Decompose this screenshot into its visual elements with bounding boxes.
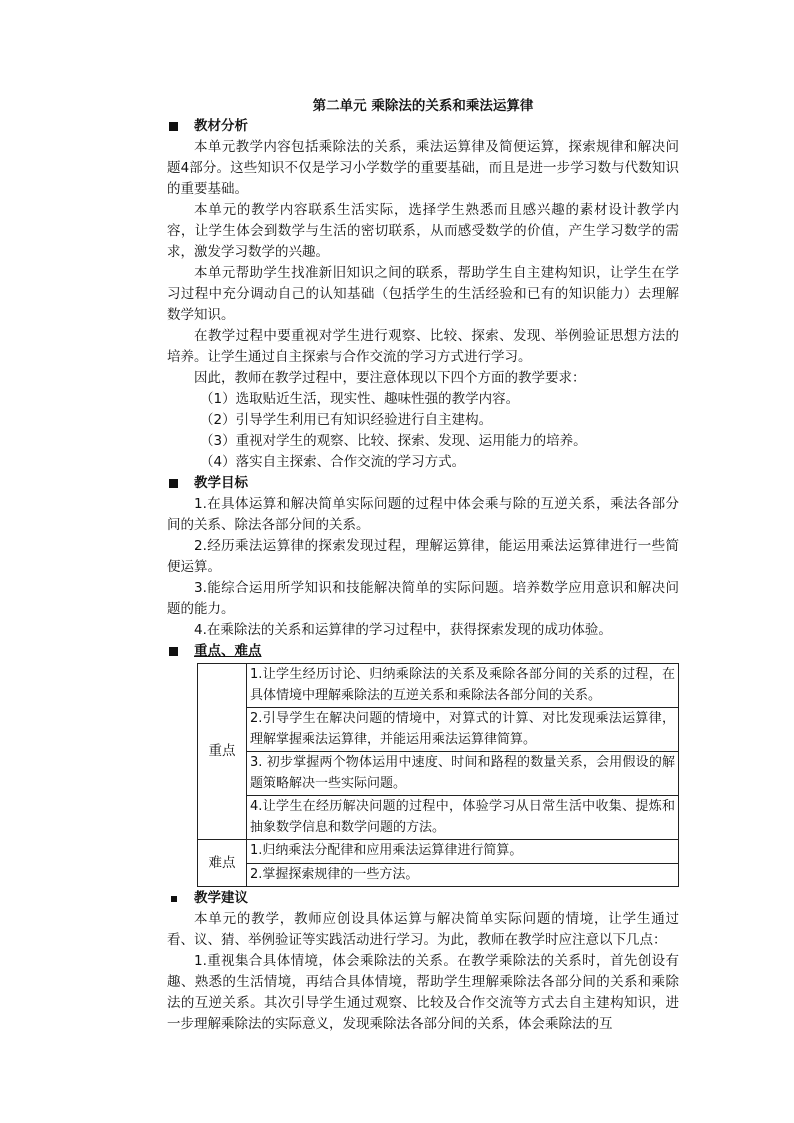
section-heading-goals <box>167 473 679 494</box>
section-heading-text: 教材分析 <box>194 118 248 134</box>
paragraph: 4.在乘除法的关系和运算律的学习过程中，获得探索发现的成功体验。 <box>194 622 612 638</box>
list-item: （2）引导学生利用已有知识经验进行自主建构。 <box>200 412 493 428</box>
square-bullet-icon <box>171 896 177 902</box>
section-heading-analysis <box>167 116 679 137</box>
paragraph: 在教学过程中要重视对学生进行观察、比较、探索、发现、举例验证思想方法的培养。让学生通过自主探索与合作交流的学习方式进行学习。 <box>167 328 679 365</box>
table-row <box>198 863 679 887</box>
section-heading-key-points <box>167 641 679 662</box>
table-cell: 2.引导学生在解决问题的情境中，对算式的计算、对比发现乘法运算律，理解掌握乘法运算律，并能运用乘法运算律简算。 <box>247 708 679 752</box>
paragraph: 1.重视集合具体情境，体会乘除法的关系。在教学乘除法的关系时，首先创设有趣、熟悉的生活情境，再结合具体情境，帮助学生理解乘除法各部分间的关系和乘除法的互逆关系。其次引导学生通过观察、比较及合作交流等方式去自主建构知识，进一步理解乘除法的实际意义，发现乘除法各部分间的关系，体会乘除法的互 <box>167 953 679 1032</box>
table-cell: 3. 初步掌握两个物体运用中速度、时间和路程的数量关系，会用假设的解题策略解决一些实际问题。 <box>247 752 679 796</box>
paragraph: 3.能综合运用所学知识和技能解决简单的实际问题。培养数学应用意识和解决问题的能力。 <box>167 580 679 617</box>
paragraph: 本单元帮助学生找准新旧知识之间的联系，帮助学生自主建构知识，让学生在学习过程中充分调动自己的认知基础（包括学生的生活经验和已有的知识能力）去理解数学知识。 <box>167 265 679 323</box>
table-row <box>198 664 679 708</box>
document-page <box>167 96 679 1035</box>
paragraph: 因此，教师在教学过程中，要注意体现以下四个方面的教学要求： <box>194 370 586 386</box>
paragraph: 2.经历乘法运算律的探索发现过程，理解运算律，能运用乘法运算律进行一些简便运算。 <box>167 538 679 575</box>
table-cell: 4.让学生在经历解决问题的过程中，体验学习从日常生活中收集、提炼和抽象数学信息和数学问题的方法。 <box>247 796 679 840</box>
zhongdian-label: 重点 <box>198 664 247 840</box>
paragraph: 1.在具体运算和解决简单实际问题的过程中体会乘与除的互逆关系，乘法各部分间的关系、除法各部分间的关系。 <box>167 496 679 533</box>
paragraph: 本单元的教学，教师应创设具体运算与解决简单实际问题的情境，让学生通过看、议、猜、举例验证等实践活动进行学习。为此，教师在教学时应注意以下几点： <box>167 911 679 948</box>
paragraph: 本单元的教学内容联系生活实际，选择学生熟悉而且感兴趣的素材设计教学内容，让学生体会到数学与生活的密切联系，从而感受数学的价值，产生学习数学的需求，激发学习数学的兴趣。 <box>167 202 679 260</box>
list-item: （4）落实自主探索、合作交流的学习方式。 <box>200 454 466 470</box>
table-cell: 1.归纳乘法分配律和应用乘法运算律进行简算。 <box>247 840 679 864</box>
section-heading-text: 教学建议 <box>194 890 248 906</box>
table-cell: 1.让学生经历讨论、归纳乘除法的关系及乘除各部分间的关系的过程，在具体情境中理解乘除法的互逆关系和乘除法各部分间的关系。 <box>247 664 679 708</box>
table-row <box>198 840 679 864</box>
table-row <box>198 708 679 752</box>
list-item: （3）重视对学生的观察、比较、探索、发现、运用能力的培养。 <box>200 433 587 449</box>
square-bullet-icon <box>169 122 178 131</box>
list-item: （1）选取贴近生活，现实性、趣味性强的教学内容。 <box>200 391 520 407</box>
section-heading-text: 教学目标 <box>194 475 248 491</box>
document-title: 第二单元 乘除法的关系和乘法运算律 <box>312 98 534 114</box>
nandian-label: 难点 <box>198 840 247 887</box>
section-heading-text: 重点、难点 <box>194 643 262 659</box>
table-cell: 2.掌握探索规律的一些方法。 <box>247 863 679 887</box>
square-bullet-icon <box>169 479 178 488</box>
paragraph: 本单元教学内容包括乘除法的关系，乘法运算律及简便运算，探索规律和解决问题4部分。这些知识不仅是学习小学数学的重要基础，而且是进一步学习数与代数知识的重要基础。 <box>167 139 679 197</box>
key-points-table <box>197 663 679 887</box>
section-heading-suggestions <box>167 888 679 909</box>
square-bullet-icon <box>169 647 178 656</box>
table-row <box>198 796 679 840</box>
table-row <box>198 752 679 796</box>
